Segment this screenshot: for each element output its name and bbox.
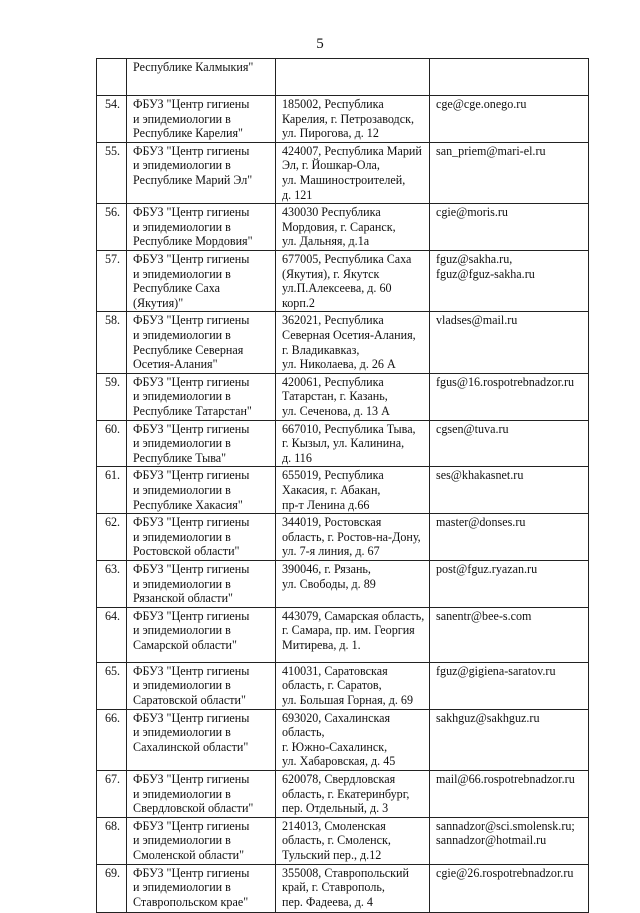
institution-name-line: ФБУЗ "Центр гигиены (133, 468, 250, 483)
address-line: Мордовия, г. Саранск, (282, 219, 396, 234)
email-cell (430, 514, 589, 561)
institution-name-line: ФБУЗ "Центр гигиены (133, 313, 250, 328)
email-cell (430, 373, 589, 420)
institution-name-cell (127, 250, 276, 311)
email-line[interactable]: sannadzor@hotmail.ru (436, 833, 547, 848)
address-line: область, г. Екатеринбург, (282, 786, 410, 801)
institution-name-cell (127, 312, 276, 373)
email-cell (430, 204, 589, 251)
institution-name-line: ФБУЗ "Центр гигиены (133, 143, 250, 158)
address-line: ул. Большая Горная, д. 69 (282, 693, 414, 707)
institution-name-cell (127, 561, 276, 608)
address-line: 214013, Смоленская (282, 818, 386, 833)
address-cell (276, 142, 430, 203)
email-line[interactable]: master@donses.ru (436, 515, 526, 530)
row-number: 61. (97, 467, 127, 514)
email-cell (430, 770, 589, 817)
institution-name-cell (127, 514, 276, 561)
address-line: 355008, Ставропольский (282, 865, 409, 880)
row-number (97, 59, 127, 96)
institution-name-line: и эпидемиологии в (133, 529, 231, 544)
table-row (97, 770, 589, 817)
address-line: Хакасия, г. Абакан, (282, 483, 381, 498)
institution-name-line: ФБУЗ "Центр гигиены (133, 251, 250, 266)
email-line[interactable]: cgie@moris.ru (436, 205, 508, 220)
address-line: 344019, Ростовская (282, 515, 382, 530)
address-line: г. Кызыл, ул. Калинина, (282, 436, 405, 451)
institution-name-line: ФБУЗ "Центр гигиены (133, 515, 250, 530)
address-line: пр-т Ленина д.66 (282, 497, 370, 512)
email-cell (430, 709, 589, 770)
institution-name-cell (127, 420, 276, 467)
address-line: край, г. Ставрополь, (282, 880, 385, 895)
institution-name-line: ФБУЗ "Центр гигиены (133, 562, 250, 577)
email-cell (430, 59, 589, 96)
institution-name-line: ФБУЗ "Центр гигиены (133, 608, 250, 623)
email-line[interactable]: mail@66.rospotrebnadzor.ru (436, 771, 575, 786)
address-cell (276, 373, 430, 420)
table-row (97, 709, 589, 770)
row-number: 56. (97, 204, 127, 251)
table-row (97, 662, 589, 709)
address-cell (276, 709, 430, 770)
address-line: 443079, Самарская область, (282, 608, 425, 623)
email-cell (430, 607, 589, 662)
institution-name-line: ФБУЗ "Центр гигиены (133, 710, 250, 725)
table-row (97, 467, 589, 514)
address-line: ул. Пирогова, д. 12 (282, 126, 379, 141)
email-cell (430, 420, 589, 467)
institution-name-line: ФБУЗ "Центр гигиены (133, 97, 250, 111)
table-row (97, 96, 589, 143)
email-line[interactable]: fguz@gigiena-saratov.ru (436, 663, 556, 678)
address-cell (276, 250, 430, 311)
institution-name-line: Ростовской области" (133, 544, 240, 559)
address-cell (276, 607, 430, 662)
email-cell (430, 561, 589, 608)
table-row (97, 312, 589, 373)
address-line: г. Самара, пр. им. Георгия (282, 623, 415, 638)
address-line: Карелия, г. Петрозаводск, (282, 111, 414, 126)
institution-name-cell (127, 204, 276, 251)
institution-name-line: и эпидемиологии в (133, 678, 231, 693)
email-line[interactable]: cge@cge.onego.ru (436, 97, 527, 111)
address-line: Тульский пер., д.12 (282, 847, 382, 862)
institution-name-line: и эпидемиологии в (133, 389, 231, 404)
address-cell (276, 467, 430, 514)
institution-name-cell (127, 770, 276, 817)
row-number: 57. (97, 250, 127, 311)
address-line: г. Владикавказ, (282, 342, 360, 357)
institution-name-line: и эпидемиологии в (133, 111, 231, 126)
address-line: ул. Машиностроителей, (282, 172, 406, 187)
row-number: 60. (97, 420, 127, 467)
address-cell (276, 770, 430, 817)
institution-name-line: Республике Хакасия" (133, 497, 243, 512)
email-line[interactable]: post@fguz.ryazan.ru (436, 562, 538, 577)
address-line: д. 121 (282, 187, 313, 202)
email-cell (430, 467, 589, 514)
institution-name-line: и эпидемиологии в (133, 483, 231, 498)
institution-name-line: ФБУЗ "Центр гигиены (133, 205, 250, 220)
row-number: 58. (97, 312, 127, 373)
email-cell (430, 250, 589, 311)
table-row (97, 420, 589, 467)
row-number: 63. (97, 561, 127, 608)
address-line: пер. Отдельный, д. 3 (282, 801, 389, 816)
institution-name-line: и эпидемиологии в (133, 219, 231, 234)
row-number: 65. (97, 662, 127, 709)
institution-name-line: и эпидемиологии в (133, 436, 231, 451)
address-line: пер. Фадеева, д. 4 (282, 894, 373, 909)
address-line: Митирева, д. 1. (282, 638, 361, 652)
address-cell (276, 96, 430, 143)
address-line: Северная Осетия-Алания, (282, 327, 416, 342)
address-line: (Якутия), г. Якутск (282, 266, 380, 281)
institution-name-line: Республике Мордовия" (133, 234, 253, 249)
address-line: 620078, Свердловская (282, 771, 396, 786)
table-row (97, 142, 589, 203)
email-cell (430, 96, 589, 143)
address-cell (276, 204, 430, 251)
institution-name-line: и эпидемиологии в (133, 266, 231, 281)
institution-name-cell (127, 59, 276, 96)
institution-name-line: Республике Татарстан" (133, 403, 252, 418)
institution-name-line: Самарской области" (133, 638, 237, 652)
institution-name-line: (Якутия)" (133, 295, 184, 310)
email-cell (430, 312, 589, 373)
email-cell (430, 142, 589, 203)
address-line: область, г. Смоленск, (282, 833, 391, 848)
institution-name-line: Республике Марий Эл" (133, 172, 253, 187)
address-line: 430030 Республика (282, 205, 381, 220)
address-line: Татарстан, г. Казань, (282, 389, 388, 404)
email-line[interactable]: vladses@mail.ru (436, 313, 518, 328)
address-cell (276, 420, 430, 467)
institution-name-line: Республике Саха (133, 281, 220, 296)
row-number: 69. (97, 864, 127, 912)
institution-name-cell (127, 662, 276, 709)
institutions-table (96, 58, 589, 913)
address-line: корп.2 (282, 295, 315, 310)
email-line[interactable]: sanentr@bee-s.com (436, 608, 532, 623)
table-row (97, 59, 589, 96)
email-line[interactable]: sannadzor@sci.smolensk.ru; (436, 818, 575, 833)
table-body (97, 59, 589, 913)
table-row (97, 514, 589, 561)
address-cell (276, 514, 430, 561)
institution-name-line: Осетия-Алания" (133, 357, 218, 372)
address-line: 424007, Республика Марий (282, 143, 422, 158)
email-line[interactable]: cgsen@tuva.ru (436, 421, 509, 436)
institution-name-line: Сахалинской области" (133, 739, 249, 754)
address-line: область, г. Ростов-на-Дону, (282, 529, 421, 544)
email-line[interactable]: san_priem@mari-el.ru (436, 143, 546, 158)
address-line: 185002, Республика (282, 97, 384, 111)
address-line: г. Южно-Сахалинск, (282, 739, 388, 754)
row-number: 68. (97, 817, 127, 864)
institution-name-line: ФБУЗ "Центр гигиены (133, 865, 250, 880)
institution-name-cell (127, 709, 276, 770)
row-number: 66. (97, 709, 127, 770)
table-row (97, 204, 589, 251)
row-number: 54. (97, 96, 127, 143)
address-line: ул. Сеченова, д. 13 А (282, 403, 390, 418)
table-row (97, 561, 589, 608)
institution-name-cell (127, 817, 276, 864)
institution-name-line: Рязанской области" (133, 591, 233, 606)
address-line: ул.П.Алексеева, д. 60 (282, 281, 392, 296)
address-line: 655019, Республика (282, 468, 384, 483)
address-cell (276, 59, 430, 96)
institution-name-line: Республике Калмыкия" (133, 60, 254, 74)
address-cell (276, 312, 430, 373)
email-line[interactable]: fguz@fguz-sakha.ru (436, 266, 535, 281)
institution-name-line: ФБУЗ "Центр гигиены (133, 663, 250, 678)
address-line: 667010, Республика Тыва, (282, 421, 416, 436)
email-line[interactable]: cgie@26.rospotrebnadzor.ru (436, 865, 574, 880)
table-row (97, 817, 589, 864)
address-line: 420061, Республика (282, 374, 384, 389)
address-line: область, (282, 725, 325, 740)
institution-name-cell (127, 96, 276, 143)
email-line[interactable]: sakhguz@sakhguz.ru (436, 710, 540, 725)
institution-name-cell (127, 142, 276, 203)
address-line: 410031, Саратовская (282, 663, 388, 678)
address-line: ул. Хабаровская, д. 45 (282, 754, 396, 769)
institution-name-line: и эпидемиологии в (133, 880, 231, 895)
row-number: 64. (97, 607, 127, 662)
address-line: 677005, Республика Саха (282, 251, 412, 266)
institution-name-line: и эпидемиологии в (133, 786, 231, 801)
table-row (97, 373, 589, 420)
email-line[interactable]: fguz@sakha.ru, (436, 251, 513, 266)
institution-name-line: Республике Северная (133, 342, 244, 357)
address-line: ул. Свободы, д. 89 (282, 576, 376, 591)
address-cell (276, 817, 430, 864)
institution-name-line: Свердловской области" (133, 801, 254, 816)
email-cell (430, 662, 589, 709)
address-cell (276, 561, 430, 608)
institution-name-cell (127, 607, 276, 662)
institution-name-line: и эпидемиологии в (133, 327, 231, 342)
institution-name-line: и эпидемиологии в (133, 158, 231, 173)
address-cell (276, 662, 430, 709)
address-line: 362021, Республика (282, 313, 384, 328)
institution-name-line: ФБУЗ "Центр гигиены (133, 421, 250, 436)
email-line[interactable]: fgus@16.rospotrebnadzor.ru (436, 374, 575, 389)
institution-name-line: и эпидемиологии в (133, 725, 231, 740)
address-line: Эл, г. Йошкар-Ола, (282, 158, 380, 173)
address-line: д. 116 (282, 450, 312, 465)
institution-name-line: и эпидемиологии в (133, 576, 231, 591)
address-line: 390046, г. Рязань, (282, 562, 371, 577)
email-cell (430, 817, 589, 864)
address-line: ул. Николаева, д. 26 А (282, 357, 396, 372)
page-number: 5 (316, 36, 324, 52)
institution-name-line: Республике Тыва" (133, 450, 227, 465)
address-line: область, г. Саратов, (282, 678, 382, 693)
table-row (97, 607, 589, 662)
row-number: 62. (97, 514, 127, 561)
address-line: ул. 7-я линия, д. 67 (282, 544, 380, 559)
address-line: 693020, Сахалинская (282, 710, 391, 725)
institution-name-line: Республике Карелия" (133, 126, 243, 141)
email-line[interactable]: ses@khakasnet.ru (436, 468, 524, 483)
institution-name-line: Смоленской области" (133, 847, 245, 862)
institution-name-line: и эпидемиологии в (133, 833, 231, 848)
institution-name-line: Саратовской области" (133, 693, 246, 707)
institution-name-line: ФБУЗ "Центр гигиены (133, 374, 250, 389)
institution-name-cell (127, 467, 276, 514)
institution-name-line: и эпидемиологии в (133, 623, 231, 638)
row-number: 67. (97, 770, 127, 817)
row-number: 59. (97, 373, 127, 420)
institution-name-line: ФБУЗ "Центр гигиены (133, 771, 250, 786)
row-number: 55. (97, 142, 127, 203)
institution-name-line: ФБУЗ "Центр гигиены (133, 818, 250, 833)
address-line: ул. Дальняя, д.1а (282, 234, 370, 249)
institution-name-line: Ставропольском крае" (133, 894, 249, 909)
table-row (97, 250, 589, 311)
institution-name-cell (127, 373, 276, 420)
